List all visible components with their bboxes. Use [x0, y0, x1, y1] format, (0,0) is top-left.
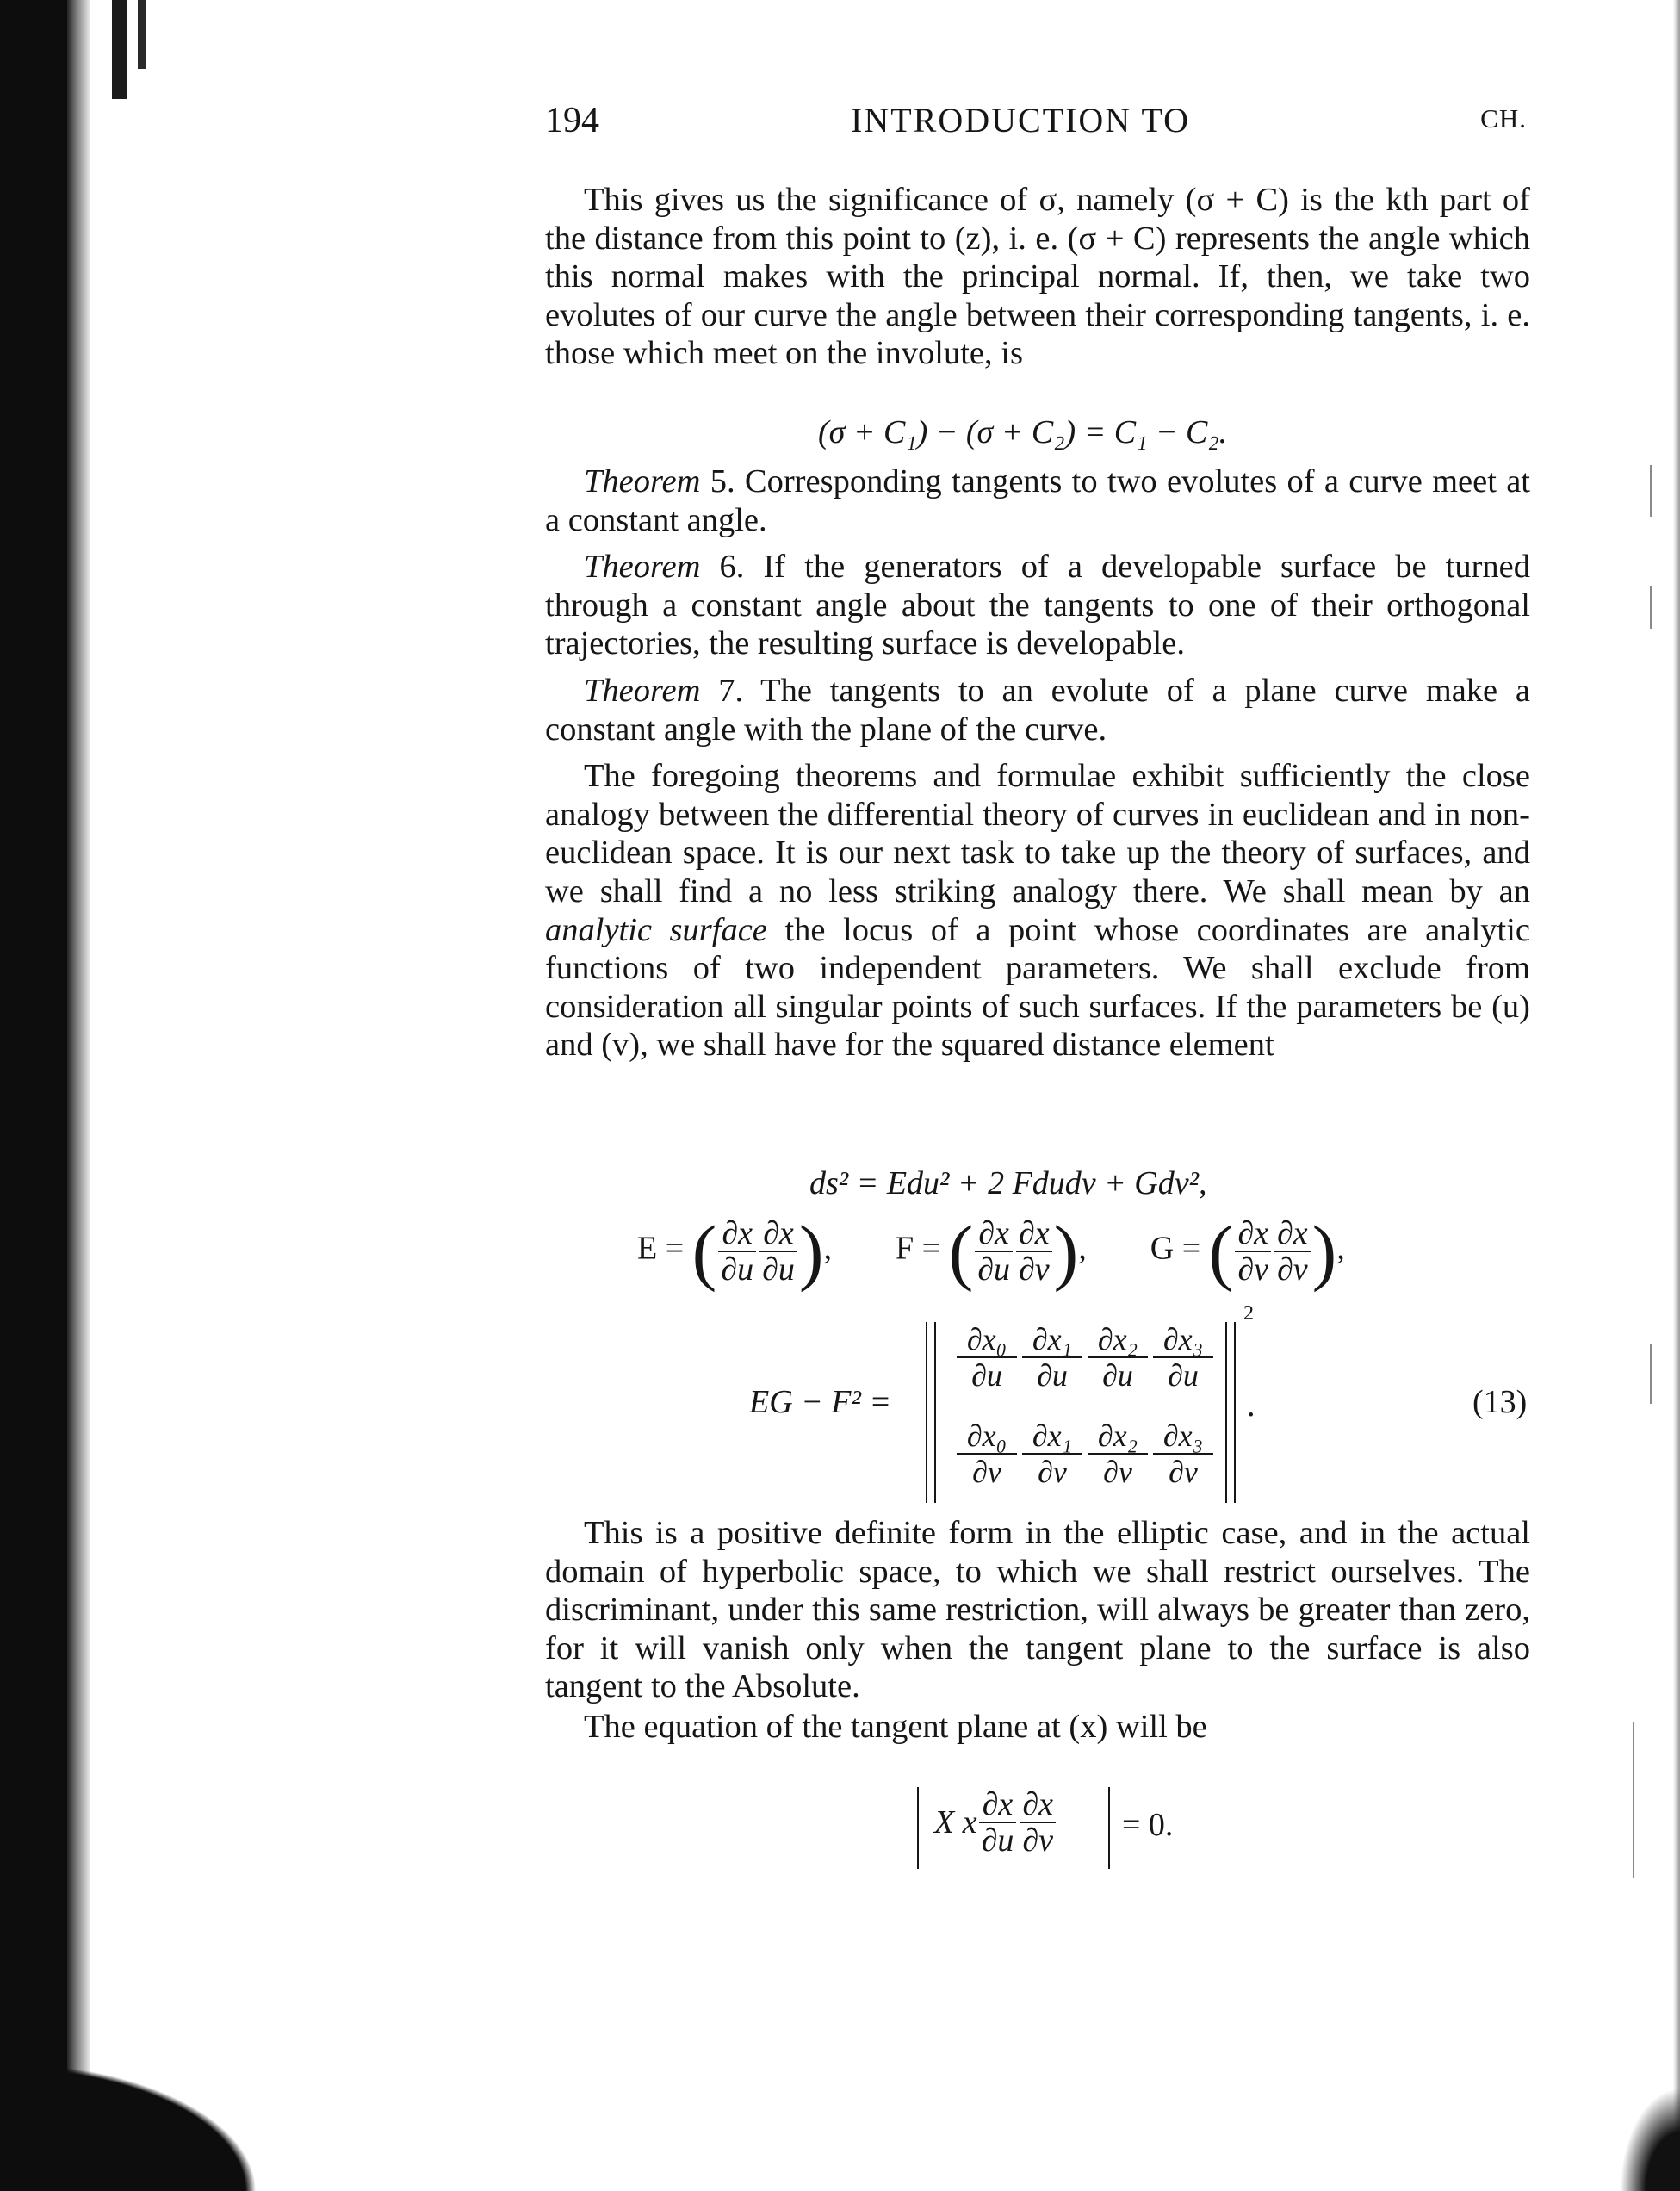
matrix-cell: $\frac{\text{∂x₀}}{\partial u}$	[957, 1322, 1017, 1393]
determinant-bar-right-inner	[1225, 1322, 1227, 1503]
matrix-cell: $\frac{\text{∂x₁}}{\partial v}$	[1022, 1418, 1082, 1489]
theorem-number: 5.	[710, 463, 735, 500]
defined-term: analytic surface	[545, 911, 767, 948]
margin-mark	[1650, 586, 1652, 629]
scan-right-edge	[1673, 0, 1680, 2191]
margin-mark	[1650, 1344, 1652, 1404]
paragraph-text: This gives us the significance of σ, namely (σ + C) is the kth part of the distance from this point to (z), i. e. (σ + C) represents the angle which this normal makes with the principal normal. If, then, we take two evolutes of our curve the angle between their corresponding tangents, i. e. those which meet on the involute, is	[545, 182, 1530, 372]
fraction: $\frac{\partial x}{\partial u}$	[718, 1216, 756, 1287]
scan-left-tab	[112, 0, 127, 99]
matrix-cell: $\frac{\text{∂x₁}}{\partial u}$	[1022, 1322, 1082, 1393]
paragraph-surfaces	[545, 757, 1530, 1064]
fraction: $\frac{\partial x}{\partial u}$	[979, 1787, 1017, 1858]
tangent-plane-lhs: X x $\frac{\partial x}{\partial u}$ $\frac{\partial x}{\partial v}$	[934, 1787, 1057, 1858]
matrix-cell: $\frac{\text{∂x₃}}{\partial v}$	[1153, 1418, 1213, 1489]
determinant-bar-left	[917, 1787, 919, 1869]
determinant-bar-left-inner	[934, 1322, 936, 1503]
theorem-block	[545, 462, 1530, 1064]
matrix-cell: $\frac{\text{∂x₂}}{\partial u}$	[1088, 1322, 1148, 1393]
paragraph-significance	[545, 181, 1530, 373]
page-header	[545, 100, 1527, 152]
chapter-abbreviation: CH.	[1480, 103, 1527, 133]
scan-left-tab-2	[138, 0, 146, 69]
right-paren: )	[798, 1210, 824, 1293]
matrix-cell: $\frac{\text{∂x₀}}{\partial v}$	[957, 1418, 1017, 1489]
determinant-exponent: 2	[1243, 1302, 1254, 1325]
matrix-cell: $\frac{\text{∂x₂}}{\partial v}$	[1088, 1418, 1148, 1489]
margin-mark	[1633, 1722, 1634, 1878]
scan-corner-shadow	[0, 2010, 362, 2191]
theorem-number: 6.	[719, 549, 745, 586]
matrix-cell: $\frac{\text{∂x₃}}{\partial u}$	[1153, 1322, 1213, 1393]
equation-line-element: ds² = Edu² + 2 Fdudv + Gdv²,	[809, 1165, 1207, 1201]
e-lhs: E =	[637, 1230, 685, 1267]
left-paren: (	[691, 1210, 717, 1293]
scan-left-shadow	[67, 0, 90, 2191]
tangent-plane-rhs: = 0.	[1122, 1807, 1174, 1843]
left-paren: (	[948, 1210, 974, 1293]
fraction: $\frac{\partial x}{\partial v}$	[1016, 1216, 1052, 1287]
theorem-label: Theorem	[584, 672, 701, 709]
theorem-5	[545, 462, 1530, 539]
fraction: $\frac{\partial x}{\partial u}$	[759, 1216, 797, 1287]
fraction: $\frac{\partial x}{\partial v}$	[1020, 1787, 1056, 1858]
scan-left-edge	[0, 0, 67, 2191]
paragraph-text: This is a positive definite form in the elliptic case, and in the actual domain of hyperbolic space, to which we shall restrict ourselves. The discriminant, under this same restriction, will always be greater than zero, for it will vanish only when the tangent plane to the surface is also tangent to the Absolute.	[545, 1515, 1530, 1705]
equation-discriminant-lhs: EG − F² =	[749, 1384, 892, 1420]
theorem-text: Corresponding tangents to two evolutes of a curve meet at a constant angle.	[545, 463, 1530, 538]
fraction: $\frac{\partial x}{\partial v}$	[1274, 1216, 1311, 1287]
scan-right-corner	[1620, 2088, 1680, 2191]
theorem-6	[545, 548, 1530, 663]
left-paren: (	[1208, 1210, 1234, 1293]
theorem-label: Theorem	[584, 463, 701, 500]
fraction: $\frac{\partial x}{\partial v}$	[1235, 1216, 1271, 1287]
theorem-text: The tangents to an evolute of a plane curve make a constant angle with the plane of the curve.	[545, 672, 1530, 748]
theorem-text: If the generators of a developable surface be turned through a constant angle about the tangents to one of their orthogonal trajectories, the resulting surface is developable.	[545, 549, 1531, 662]
equation-angle-difference: (σ + C₁) − (σ + C₂) = C₁ − C₂.	[818, 414, 1228, 450]
equation-period: .	[1247, 1387, 1255, 1424]
paragraph-text: the locus of a point whose coordinates are analytic functions of two independent parameters. We shall exclude from consideration all singular points of such surfaces. If the parameters be (u) and (v), we shall have for the squared distance element	[545, 911, 1531, 1064]
page-number: 194	[545, 101, 599, 140]
equation-fundamental-coefficients: E = ( $\frac{\partial x}{\partial u}$ $\frac{\partial x}{\partial u}$ ), F = ( $\frac{\partial x}{\partial u}$ $\frac{\partial x}{\partial v}$ ), G = ( $\frac{\partial x}{\partial v}$ $\frac{\partial x}{\partial v}$ ),	[637, 1210, 1345, 1293]
determinant-bar-right	[1108, 1787, 1110, 1869]
f-lhs: F =	[896, 1230, 941, 1267]
g-lhs: G =	[1150, 1230, 1201, 1267]
paragraph-tangent-plane: The equation of the tangent plane at (x) will be	[584, 1708, 1207, 1745]
paragraph-positive-definite	[545, 1514, 1530, 1747]
determinant-bar-left-outer	[926, 1322, 927, 1503]
theorem-label: Theorem	[584, 549, 701, 586]
paragraph-text: The foregoing theorems and formulae exhibit sufficiently the close analogy between the differential theory of curves in euclidean and in non-euclidean space. It is our next task to take up the theory of surfaces, and we shall find a no less striking analogy there. We shall mean by an	[545, 758, 1530, 909]
theorem-number: 7.	[718, 672, 744, 709]
theorem-7	[545, 672, 1530, 748]
determinant-matrix	[926, 1322, 1244, 1503]
right-paren: )	[1311, 1210, 1337, 1293]
margin-mark	[1650, 465, 1652, 517]
determinant-bar-right-outer	[1234, 1322, 1236, 1503]
equation-tangent-plane	[917, 1787, 1201, 1869]
right-paren: )	[1053, 1210, 1079, 1293]
fraction: $\frac{\partial x}{\partial u}$	[975, 1216, 1013, 1287]
running-head: INTRODUCTION TO	[851, 101, 1191, 140]
equation-number: (13)	[1472, 1384, 1528, 1420]
